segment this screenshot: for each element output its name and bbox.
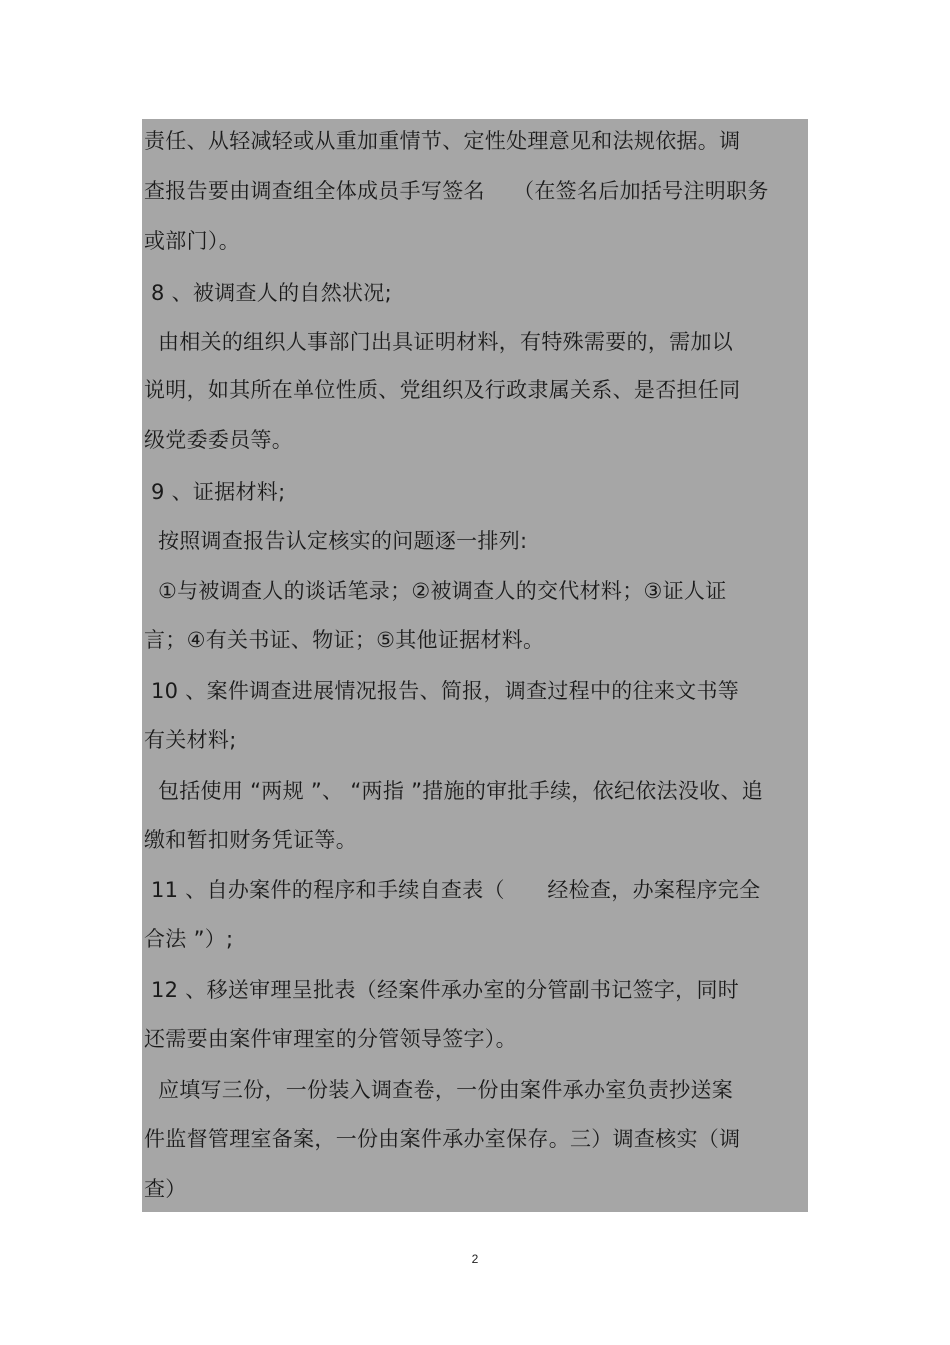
text-line: 查） xyxy=(144,1177,187,1201)
text-line: 说明，如其所在单位性质、党组织及行政隶属关系、是否担任同 xyxy=(144,378,741,402)
text-line: 件监督管理室备案，一份由案件承办室保存。三）调查核实（调 xyxy=(144,1127,741,1151)
text-line: 合法 ”）; xyxy=(144,927,234,951)
text-line: 8 、被调查人的自然状况; xyxy=(144,281,392,305)
text-line: ①与被调查人的谈话笔录；②被调查人的交代材料；③证人证 xyxy=(144,579,727,603)
text-line: 缴和暂扣财务凭证等。 xyxy=(144,828,357,852)
text-line: 由相关的组织人事部门出具证明材料，有特殊需要的，需加以 xyxy=(144,330,734,354)
text-line: 包括使用 “两规 ”、 “两指 ”措施的审批手续，依纪依法没收、追 xyxy=(144,779,764,803)
text-line: 应填写三份，一份装入调查卷，一份由案件承办室负责抄送案 xyxy=(144,1078,734,1102)
text-line: 9 、证据材料; xyxy=(144,480,286,504)
text-line: 或部门）。 xyxy=(144,229,240,253)
text-line: 还需要由案件审理室的分管领导签字）。 xyxy=(144,1027,517,1051)
text-line: 责任、从轻减轻或从重加重情节、定性处理意见和法规依据。调 xyxy=(144,129,741,153)
text-line: 12 、移送审理呈批表（经案件承办室的分管副书记签字，同时 xyxy=(144,978,740,1002)
page-number: 2 xyxy=(471,1252,479,1266)
text-line: 有关材料; xyxy=(144,728,237,752)
text-line: 级党委委员等。 xyxy=(144,428,294,452)
text-line: 按照调查报告认定核实的问题逐一排列: xyxy=(144,529,528,553)
text-line: 11 、自办案件的程序和手续自查表（ 经检查，办案程序完全 xyxy=(144,878,761,902)
text-line: 10 、案件调查进展情况报告、简报，调查过程中的往来文书等 xyxy=(144,679,740,703)
text-line: 言；④有关书证、物证；⑤其他证据材料。 xyxy=(144,628,545,652)
text-line: 查报告要由调查组全体成员手写签名 （在签名后加括号注明职务 xyxy=(144,179,769,203)
